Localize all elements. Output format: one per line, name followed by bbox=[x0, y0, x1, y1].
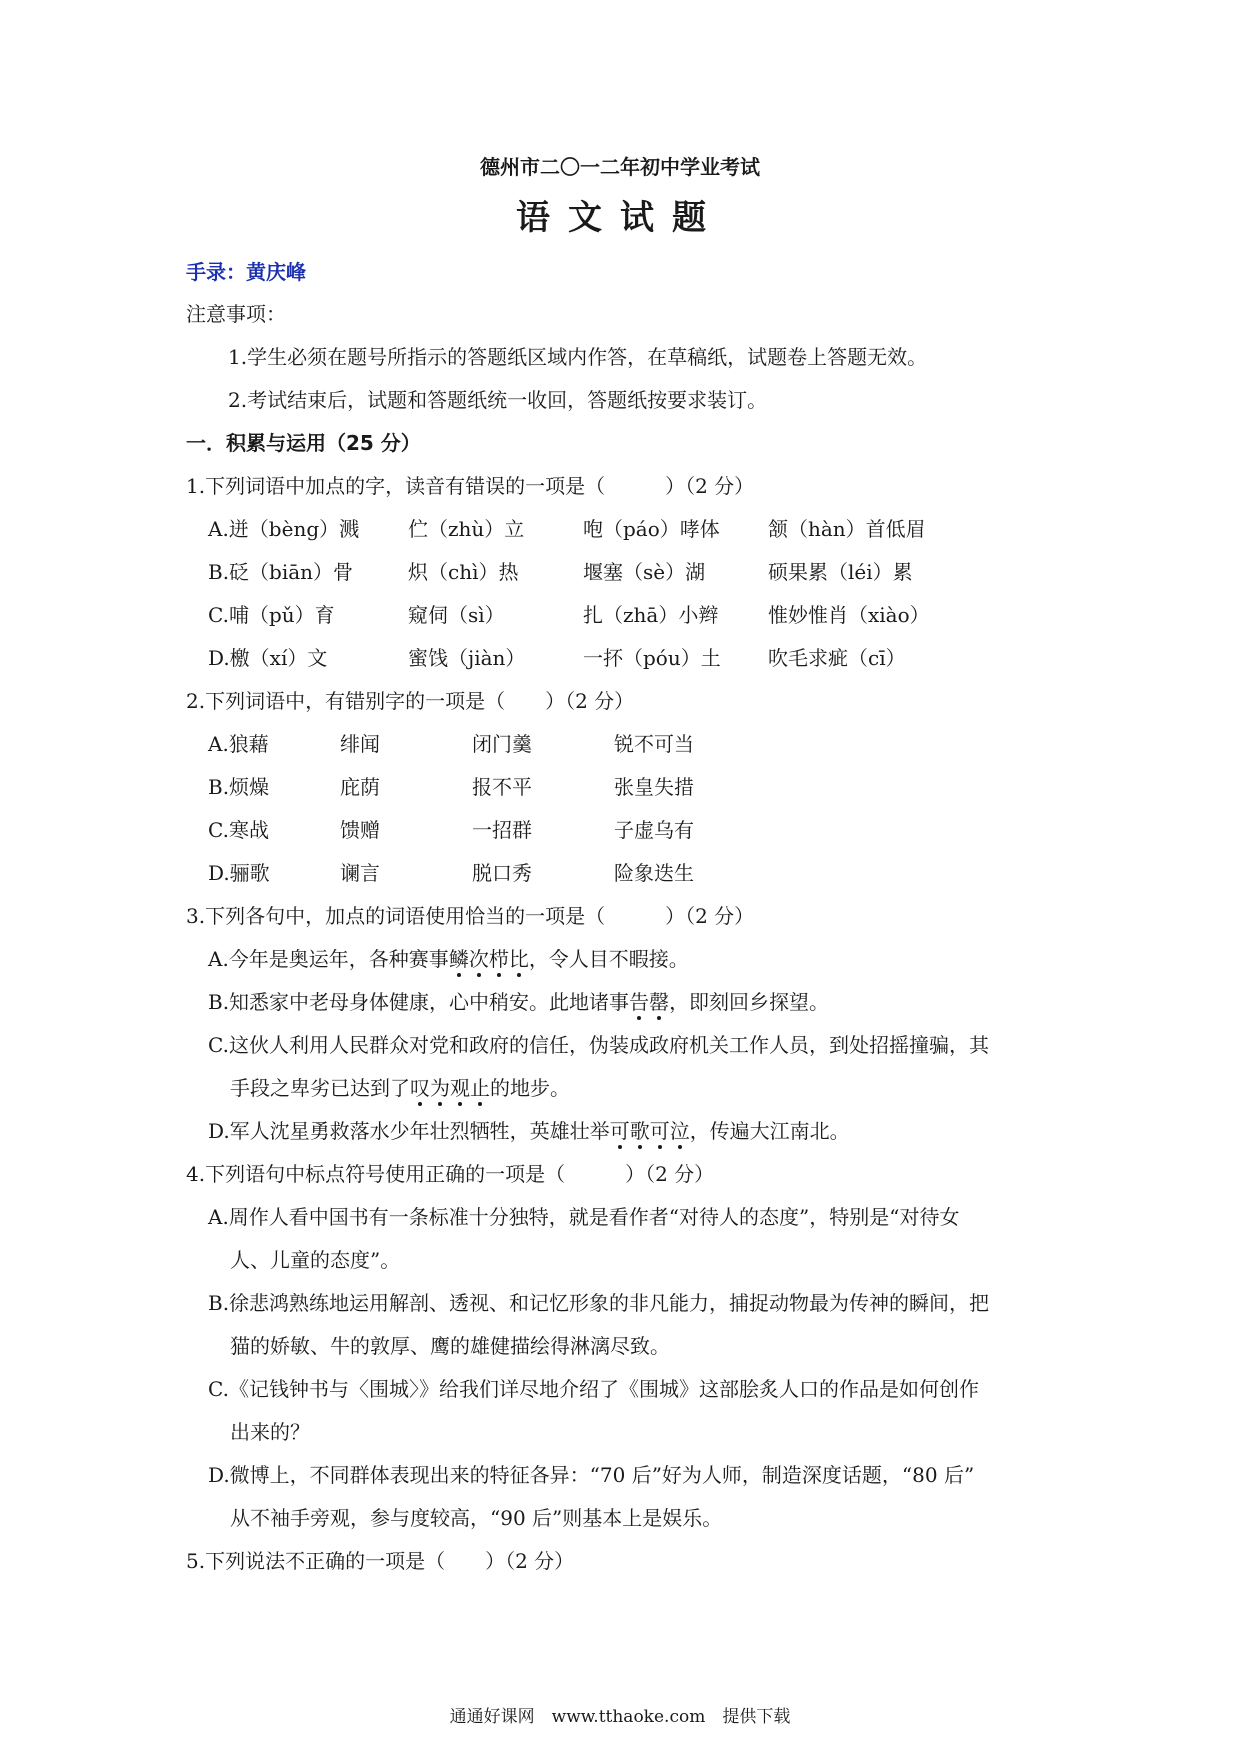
option-cell: 一招群 bbox=[472, 818, 532, 842]
option-cell: B.烦燥 bbox=[208, 775, 270, 799]
option-cell: D.骊歌 bbox=[208, 861, 270, 885]
question-3-option-a bbox=[208, 945, 689, 973]
question-4-line: D.微博上，不同群体表现出来的特征各异：“70 后”好为人师，制造深度话题，“80 后” bbox=[208, 1463, 975, 1487]
emphasis-char: 叹 bbox=[410, 1076, 430, 1100]
question-4-stem: 4.下列语句中标点符号使用正确的一项是（ ）（2 分） bbox=[186, 1162, 715, 1186]
option-cell: 咆（páo）哮体 bbox=[583, 517, 720, 541]
option-cell: 惟妙惟肖（xiào） bbox=[768, 603, 930, 627]
question-4-line: A.周作人看中国书有一条标准十分独特，就是看作者“对待人的态度”，特别是“对待女 bbox=[208, 1205, 960, 1229]
option-cell: 脱口秀 bbox=[472, 861, 532, 885]
notes-heading: 注意事项： bbox=[186, 302, 286, 326]
page-footer: 通通好课网 www.tthaoke.com 提供下载 bbox=[449, 1707, 791, 1727]
dotted-term bbox=[449, 947, 529, 971]
option-cell: 吹毛求疵（cī） bbox=[768, 646, 906, 670]
question-5-stem: 5.下列说法不正确的一项是（ ）（2 分） bbox=[186, 1549, 575, 1573]
option-text: ，即刻回乡探望。 bbox=[669, 990, 830, 1014]
option-cell: 子虚乌有 bbox=[614, 818, 694, 842]
option-cell: 颔（hàn）首低眉 bbox=[768, 517, 926, 541]
emphasis-char: 为 bbox=[430, 1076, 450, 1100]
option-text: 的地步。 bbox=[490, 1076, 570, 1100]
option-text: D.军人沈星勇救落水少年壮烈牺牲，英雄壮举 bbox=[208, 1119, 610, 1143]
option-cell: C.寒战 bbox=[208, 818, 269, 842]
option-text: B.知悉家中老母身体健康，心中稍安。此地诸事 bbox=[208, 990, 630, 1014]
emphasis-char: 罄 bbox=[649, 990, 670, 1014]
option-cell: 谰言 bbox=[340, 861, 380, 885]
emphasis-char: 次 bbox=[468, 947, 489, 971]
notes-item: 1.学生必须在题号所指示的答题纸区域内作答，在草稿纸，试题卷上答题无效。 bbox=[228, 345, 928, 369]
question-4-line: B.徐悲鸿熟练地运用解剖、透视、和记忆形象的非凡能力，捕捉动物最为传神的瞬间，把 bbox=[208, 1291, 990, 1315]
question-4-line: 出来的？ bbox=[230, 1420, 310, 1444]
option-cell: D.檄（xí）文 bbox=[208, 646, 328, 670]
question-4-line: C.《记钱钟书与〈围城〉》给我们详尽地介绍了《围城》这部脍炙人口的作品是如何创作 bbox=[208, 1377, 979, 1401]
option-text: ，传遍大江南北。 bbox=[689, 1119, 850, 1143]
dotted-term bbox=[410, 1076, 490, 1100]
option-cell: 报不平 bbox=[472, 775, 532, 799]
emphasis-char: 比 bbox=[508, 947, 529, 971]
question-3-option-c: C.这伙人利用人民群众对党和政府的信任，伪装成政府机关工作人员，到处招摇撞骗，其 bbox=[208, 1033, 989, 1057]
option-cell: 闭门羹 bbox=[472, 732, 532, 756]
question-3-stem: 3.下列各句中，加点的词语使用恰当的一项是（ ）（2 分） bbox=[186, 904, 755, 928]
emphasis-char: 栉 bbox=[488, 947, 509, 971]
option-cell: 硕果累（léi）累 bbox=[768, 560, 913, 584]
emphasis-char: 止 bbox=[470, 1076, 490, 1100]
question-2-stem: 2.下列词语中，有错别字的一项是（ ）（2 分） bbox=[186, 689, 635, 713]
option-cell: 险象迭生 bbox=[614, 861, 694, 885]
question-4-line: 猫的娇敏、牛的敦厚、鹰的雄健描绘得淋漓尽致。 bbox=[230, 1334, 670, 1358]
emphasis-char: 告 bbox=[629, 990, 650, 1014]
option-text: ，令人目不暇接。 bbox=[528, 947, 689, 971]
subject-title: 语文试题 bbox=[516, 198, 724, 238]
question-4-line: 人、儿童的态度”。 bbox=[230, 1248, 401, 1272]
option-cell: C.哺（pǔ）育 bbox=[208, 603, 335, 627]
option-cell: 炽（chì）热 bbox=[408, 560, 519, 584]
exam-title: 德州市二〇一二年初中学业考试 bbox=[480, 155, 760, 179]
option-cell: 窥伺（sì） bbox=[408, 603, 505, 627]
question-3-option-b bbox=[208, 988, 829, 1016]
option-cell: A.狼藉 bbox=[208, 732, 269, 756]
option-cell: 锐不可当 bbox=[614, 732, 694, 756]
option-cell: 庇荫 bbox=[340, 775, 380, 799]
dotted-term bbox=[610, 1119, 690, 1143]
option-cell: 张皇失措 bbox=[614, 775, 694, 799]
option-cell: A.迸（bèng）溅 bbox=[208, 517, 360, 541]
notes-item: 2.考试结束后，试题和答题纸统一收回，答题纸按要求装订。 bbox=[228, 388, 768, 412]
option-cell: 蜜饯（jiàn） bbox=[408, 646, 526, 670]
emphasis-char: 歌 bbox=[629, 1119, 650, 1143]
question-4-line: 从不袖手旁观，参与度较高，“90 后”则基本上是娱乐。 bbox=[230, 1506, 723, 1530]
option-text: A.今年是奥运年，各种赛事 bbox=[208, 947, 449, 971]
question-1-stem: 1.下列词语中加点的字，读音有错误的一项是（ ）（2 分） bbox=[186, 474, 755, 498]
dotted-term bbox=[629, 990, 669, 1014]
option-cell: 扎（zhā）小辫 bbox=[583, 603, 719, 627]
question-3-option-c-cont bbox=[230, 1074, 570, 1102]
option-text: 手段之卑劣已达到了 bbox=[230, 1076, 410, 1100]
option-cell: 伫（zhù）立 bbox=[408, 517, 525, 541]
question-3-option-d bbox=[208, 1117, 850, 1145]
section-heading: 一．积累与运用（25 分） bbox=[186, 431, 421, 455]
transcriber-credit: 手录：黄庆峰 bbox=[186, 260, 306, 284]
option-cell: 绯闻 bbox=[340, 732, 380, 756]
emphasis-char: 泣 bbox=[669, 1119, 690, 1143]
option-cell: 一抔（póu）土 bbox=[583, 646, 721, 670]
emphasis-char: 鳞 bbox=[448, 947, 469, 971]
emphasis-char: 可 bbox=[649, 1119, 670, 1143]
option-cell: 堰塞（sè）湖 bbox=[583, 560, 706, 584]
option-cell: B.砭（biān）骨 bbox=[208, 560, 354, 584]
option-cell: 馈赠 bbox=[340, 818, 380, 842]
emphasis-char: 观 bbox=[450, 1076, 470, 1100]
emphasis-char: 可 bbox=[609, 1119, 630, 1143]
